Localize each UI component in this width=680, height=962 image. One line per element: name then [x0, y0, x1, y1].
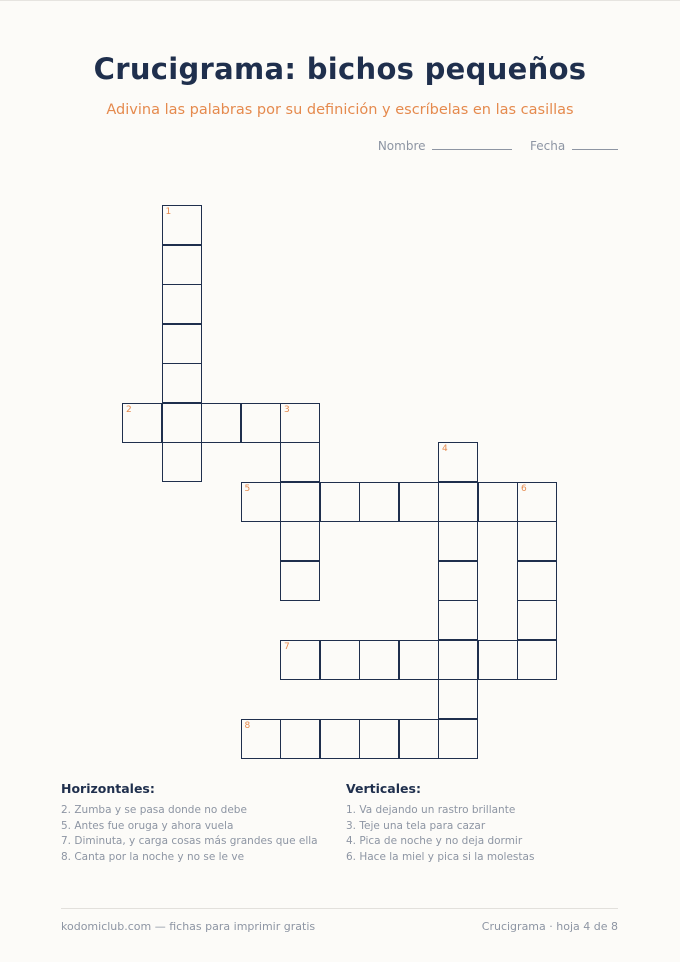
- crossword-cell[interactable]: [320, 719, 360, 759]
- clue-number: 7: [284, 641, 290, 652]
- clue-number: 6: [521, 483, 527, 494]
- clue-number: 5: [244, 483, 251, 494]
- footer-site: kodomiclub.com — fichas para imprimir gratis: [61, 920, 316, 933]
- crossword-cell[interactable]: [241, 719, 281, 759]
- crossword-cell[interactable]: [162, 324, 202, 364]
- crossword-cell[interactable]: [438, 679, 478, 719]
- clue-number: 2: [126, 404, 132, 415]
- footer-page-count: Crucigrama · hoja 4 de 8: [481, 920, 618, 933]
- crossword-cell[interactable]: [280, 521, 320, 561]
- crossword-cell[interactable]: [517, 600, 557, 640]
- crossword-cell[interactable]: [162, 403, 202, 443]
- crossword-cell[interactable]: [517, 561, 557, 601]
- crossword-cell[interactable]: [478, 640, 518, 680]
- crossword-cell[interactable]: [438, 719, 478, 759]
- crossword-cell[interactable]: [241, 403, 281, 443]
- clue-across-2: 2. Zumba y se pasa donde no debe: [61, 804, 247, 816]
- crossword-cell[interactable]: [359, 719, 399, 759]
- clue-across-8: 8. Canta por la noche y no se le ve: [61, 850, 245, 863]
- crossword-cell[interactable]: [280, 482, 320, 522]
- clue-down-6: 6. Hace la miel y pica si la molestas: [346, 850, 535, 863]
- crossword-cell[interactable]: [438, 442, 478, 482]
- clue-number: 4: [442, 444, 448, 454]
- crossword-cell[interactable]: [320, 640, 360, 680]
- name-label: Nombre: [377, 139, 426, 153]
- crossword-cell[interactable]: [162, 205, 202, 245]
- crossword-cell[interactable]: [280, 403, 320, 443]
- crossword-cell[interactable]: [162, 284, 202, 324]
- down-clues: [346, 781, 606, 865]
- crossword-cell[interactable]: [201, 403, 241, 443]
- clue-down-1: 1. Va dejando un rastro brillante: [346, 804, 516, 816]
- clue-across-7: 7. Diminuta, y carga cosas más grandes que ella: [61, 835, 318, 847]
- crossword-cell[interactable]: [122, 403, 162, 443]
- crossword-cell[interactable]: [280, 640, 320, 680]
- clue-down-4: 4. Pica de noche y no deja dormir: [346, 835, 523, 847]
- page-subtitle: Adivina las palabras por su definición y escríbelas en las casillas: [106, 102, 574, 118]
- footer-divider: [61, 908, 618, 909]
- clue-across-5: 5. Antes fue oruga y ahora vuela: [61, 819, 234, 832]
- crossword-cell[interactable]: [438, 521, 478, 561]
- crossword-cell[interactable]: [399, 482, 439, 522]
- clue-number: 8: [244, 720, 251, 731]
- crossword-cell[interactable]: [399, 640, 439, 680]
- clue-number: 3: [284, 404, 290, 415]
- clue-number: 1: [165, 207, 172, 217]
- crossword-cell[interactable]: [280, 719, 320, 759]
- across-title: Horizontales:: [61, 781, 155, 796]
- crossword-cell[interactable]: [478, 482, 518, 522]
- date-label: Fecha: [529, 139, 566, 153]
- crossword-cell[interactable]: [241, 482, 281, 522]
- down-title: Verticales:: [346, 781, 421, 796]
- crossword-cell[interactable]: [517, 482, 557, 522]
- crossword-cell[interactable]: [399, 719, 439, 759]
- crossword-cell[interactable]: [359, 640, 399, 680]
- page-title: Crucigrama: bichos pequeños: [93, 52, 587, 86]
- crossword-cell[interactable]: [280, 561, 320, 601]
- crossword-cell[interactable]: [162, 245, 202, 285]
- crossword-cell[interactable]: [438, 640, 478, 680]
- crossword-cell[interactable]: [320, 482, 360, 522]
- clue-down-3: 3. Teje una tela para cazar: [346, 819, 486, 832]
- crossword-cell[interactable]: [162, 363, 202, 403]
- crossword-cell[interactable]: [438, 600, 478, 640]
- crossword-cell[interactable]: [438, 482, 478, 522]
- crossword-cell[interactable]: [162, 442, 202, 482]
- crossword-cell[interactable]: [438, 561, 478, 601]
- across-clues: [61, 781, 321, 865]
- crossword-cell[interactable]: [280, 442, 320, 482]
- crossword-cell[interactable]: [359, 482, 399, 522]
- crossword-cell[interactable]: [517, 640, 557, 680]
- crossword-cell[interactable]: [517, 521, 557, 561]
